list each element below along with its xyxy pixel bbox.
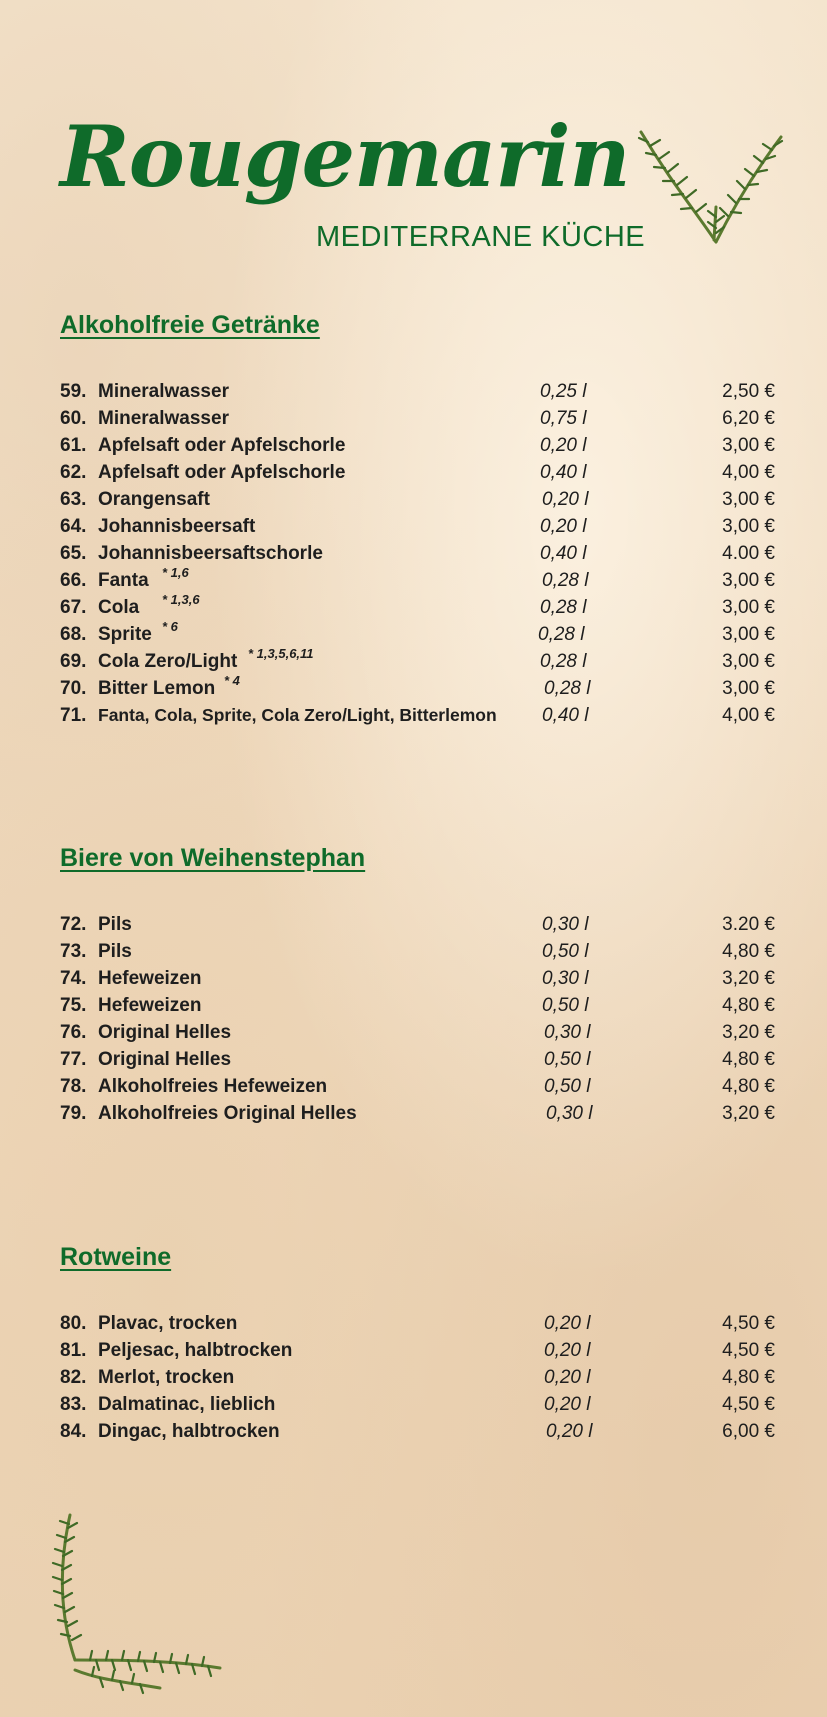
item-name: Pils — [98, 941, 132, 962]
item-volume: 0,50 l — [542, 995, 589, 1016]
item-volume: 0,28 l — [544, 678, 591, 699]
item-volume: 0,20 l — [540, 435, 587, 456]
item-number: 83. — [60, 1394, 87, 1415]
allergen-note: * 4 — [224, 673, 240, 688]
item-name: Dalmatinac, lieblich — [98, 1394, 276, 1415]
item-number: 81. — [60, 1340, 87, 1361]
item-price: 4.00 € — [722, 543, 775, 564]
item-price: 2,50 € — [722, 381, 775, 402]
section-rotweine — [60, 1242, 775, 1442]
item-volume: 0,40 l — [542, 705, 589, 726]
list-item — [60, 1391, 775, 1418]
allergen-note: * 1,3,5,6,11 — [248, 646, 314, 661]
section-biere-von-weihenstephan — [60, 843, 775, 1124]
item-price: 4,80 € — [722, 1076, 775, 1097]
item-price: 3,00 € — [722, 489, 775, 510]
item-price: 3,00 € — [722, 678, 775, 699]
item-name: Hefeweizen — [98, 995, 202, 1016]
item-name: Johannisbeersaft — [98, 516, 256, 537]
list-item — [60, 1364, 775, 1391]
item-name: Orangensaft — [98, 489, 210, 510]
list-item — [60, 432, 775, 459]
item-number: 72. — [60, 914, 87, 935]
item-name: Cola — [98, 597, 140, 618]
item-name: Pils — [98, 914, 132, 935]
item-number: 66. — [60, 570, 87, 591]
item-price: 3,20 € — [722, 968, 775, 989]
item-price: 4,50 € — [722, 1340, 775, 1361]
item-price: 3,20 € — [722, 1103, 775, 1124]
item-name: Mineralwasser — [98, 408, 229, 429]
item-price: 4,00 € — [722, 462, 775, 483]
item-number: 64. — [60, 516, 87, 537]
item-volume: 0,30 l — [542, 968, 589, 989]
list-item — [60, 938, 775, 965]
item-price: 3,00 € — [722, 516, 775, 537]
item-number: 75. — [60, 995, 87, 1016]
item-name: Fanta — [98, 570, 149, 591]
list-item — [60, 378, 775, 405]
item-price: 3,00 € — [722, 624, 775, 645]
item-name: Alkoholfreies Hefeweizen — [98, 1076, 328, 1097]
item-price: 4,80 € — [722, 1367, 775, 1388]
list-item — [60, 965, 775, 992]
item-price: 3,00 € — [722, 435, 775, 456]
allergen-note: * 6 — [162, 619, 178, 634]
item-number: 60. — [60, 408, 87, 429]
item-number: 65. — [60, 543, 87, 564]
item-volume: 0,28 l — [540, 597, 587, 618]
allergen-note: * 1,3,6 — [162, 592, 200, 607]
item-number: 61. — [60, 435, 87, 456]
brand-logo — [60, 107, 660, 265]
list-item — [60, 405, 775, 432]
item-name: Alkoholfreies Original Helles — [98, 1103, 357, 1124]
item-number: 84. — [60, 1421, 87, 1442]
item-volume: 0,20 l — [544, 1340, 591, 1361]
item-price: 4,80 € — [722, 995, 775, 1016]
item-price: 3,00 € — [722, 651, 775, 672]
item-price: 4,50 € — [722, 1394, 775, 1415]
section-alkoholfreie-getraenke — [60, 310, 775, 726]
list-item — [60, 1046, 775, 1073]
list-item — [60, 1019, 775, 1046]
item-name: Cola Zero/Light — [98, 651, 238, 672]
item-name: Hefeweizen — [98, 968, 202, 989]
item-price: 3,20 € — [722, 1022, 775, 1043]
item-price: 3,00 € — [722, 597, 775, 618]
item-number: 73. — [60, 941, 87, 962]
brand-name: Rougemarin — [60, 107, 630, 206]
item-price: 4,80 € — [722, 941, 775, 962]
item-price: 3.20 € — [722, 914, 775, 935]
item-number: 71. — [60, 705, 87, 726]
item-number: 68. — [60, 624, 87, 645]
item-name: Peljesac, halbtrocken — [98, 1340, 293, 1361]
item-number: 82. — [60, 1367, 87, 1388]
item-number: 69. — [60, 651, 87, 672]
item-name: Dingac, halbtrocken — [98, 1421, 280, 1442]
list-item — [60, 648, 775, 675]
item-number: 59. — [60, 381, 87, 402]
item-name: Bitter Lemon — [98, 678, 216, 699]
item-number: 78. — [60, 1076, 87, 1097]
item-name: Plavac, trocken — [98, 1313, 238, 1334]
item-price: 3,00 € — [722, 570, 775, 591]
rosemary-sprig-icon — [636, 122, 786, 252]
item-number: 70. — [60, 678, 87, 699]
rosemary-sprig-icon — [30, 1510, 230, 1700]
item-name: Sprite — [98, 624, 152, 645]
item-name: Original Helles — [98, 1049, 232, 1070]
item-name: Johannisbeersaftschorle — [98, 543, 323, 564]
list-item — [60, 1337, 775, 1364]
item-volume: 0,30 l — [546, 1103, 593, 1124]
allergen-note: * 1,6 — [162, 565, 189, 580]
list-item — [60, 675, 775, 702]
item-volume: 0,75 l — [540, 408, 587, 429]
list-item — [60, 1418, 775, 1445]
item-number: 67. — [60, 597, 87, 618]
item-volume: 0,20 l — [544, 1367, 591, 1388]
list-item — [60, 621, 775, 648]
item-volume: 0,28 l — [540, 651, 587, 672]
item-price: 4,80 € — [722, 1049, 775, 1070]
item-volume: 0,50 l — [544, 1076, 591, 1097]
item-number: 63. — [60, 489, 87, 510]
list-item — [60, 1310, 775, 1337]
item-volume: 0,20 l — [542, 489, 589, 510]
item-name: Fanta, Cola, Sprite, Cola Zero/Light, Bitterlemon — [98, 705, 497, 725]
item-list — [60, 378, 775, 729]
item-volume: 0,20 l — [544, 1394, 591, 1415]
item-number: 74. — [60, 968, 87, 989]
item-volume: 0,30 l — [544, 1022, 591, 1043]
section-title: Rotweine — [60, 1243, 172, 1271]
item-number: 79. — [60, 1103, 87, 1124]
section-title: Alkoholfreie Getränke — [60, 311, 320, 339]
item-number: 80. — [60, 1313, 87, 1334]
item-price: 6,00 € — [722, 1421, 775, 1442]
item-volume: 0,40 l — [540, 462, 587, 483]
list-item — [60, 486, 775, 513]
section-title: Biere von Weihenstephan — [60, 844, 366, 872]
item-price: 4,00 € — [722, 705, 775, 726]
item-list — [60, 911, 775, 1127]
item-volume: 0,50 l — [544, 1049, 591, 1070]
list-item — [60, 911, 775, 938]
list-item — [60, 513, 775, 540]
item-name: Merlot, trocken — [98, 1367, 235, 1388]
item-volume: 0,40 l — [540, 543, 587, 564]
item-volume: 0,50 l — [542, 941, 589, 962]
item-volume: 0,30 l — [542, 914, 589, 935]
list-item — [60, 1073, 775, 1100]
item-volume: 0,20 l — [546, 1421, 593, 1442]
item-list — [60, 1310, 775, 1445]
item-volume: 0,20 l — [544, 1313, 591, 1334]
item-volume: 0,28 l — [538, 624, 585, 645]
item-volume: 0,20 l — [540, 516, 587, 537]
item-number: 62. — [60, 462, 87, 483]
list-item — [60, 459, 775, 486]
item-number: 76. — [60, 1022, 87, 1043]
brand-subtitle: MEDITERRANE KÜCHE — [316, 221, 646, 253]
list-item — [60, 1100, 775, 1127]
item-number: 77. — [60, 1049, 87, 1070]
item-name: Original Helles — [98, 1022, 232, 1043]
item-price: 6,20 € — [722, 408, 775, 429]
list-item — [60, 992, 775, 1019]
list-item — [60, 702, 775, 729]
item-name: Apfelsaft oder Apfelschorle — [98, 462, 346, 483]
item-price: 4,50 € — [722, 1313, 775, 1334]
item-volume: 0,28 l — [542, 570, 589, 591]
item-name: Apfelsaft oder Apfelschorle — [98, 435, 346, 456]
item-volume: 0,25 l — [540, 381, 587, 402]
item-name: Mineralwasser — [98, 381, 229, 402]
